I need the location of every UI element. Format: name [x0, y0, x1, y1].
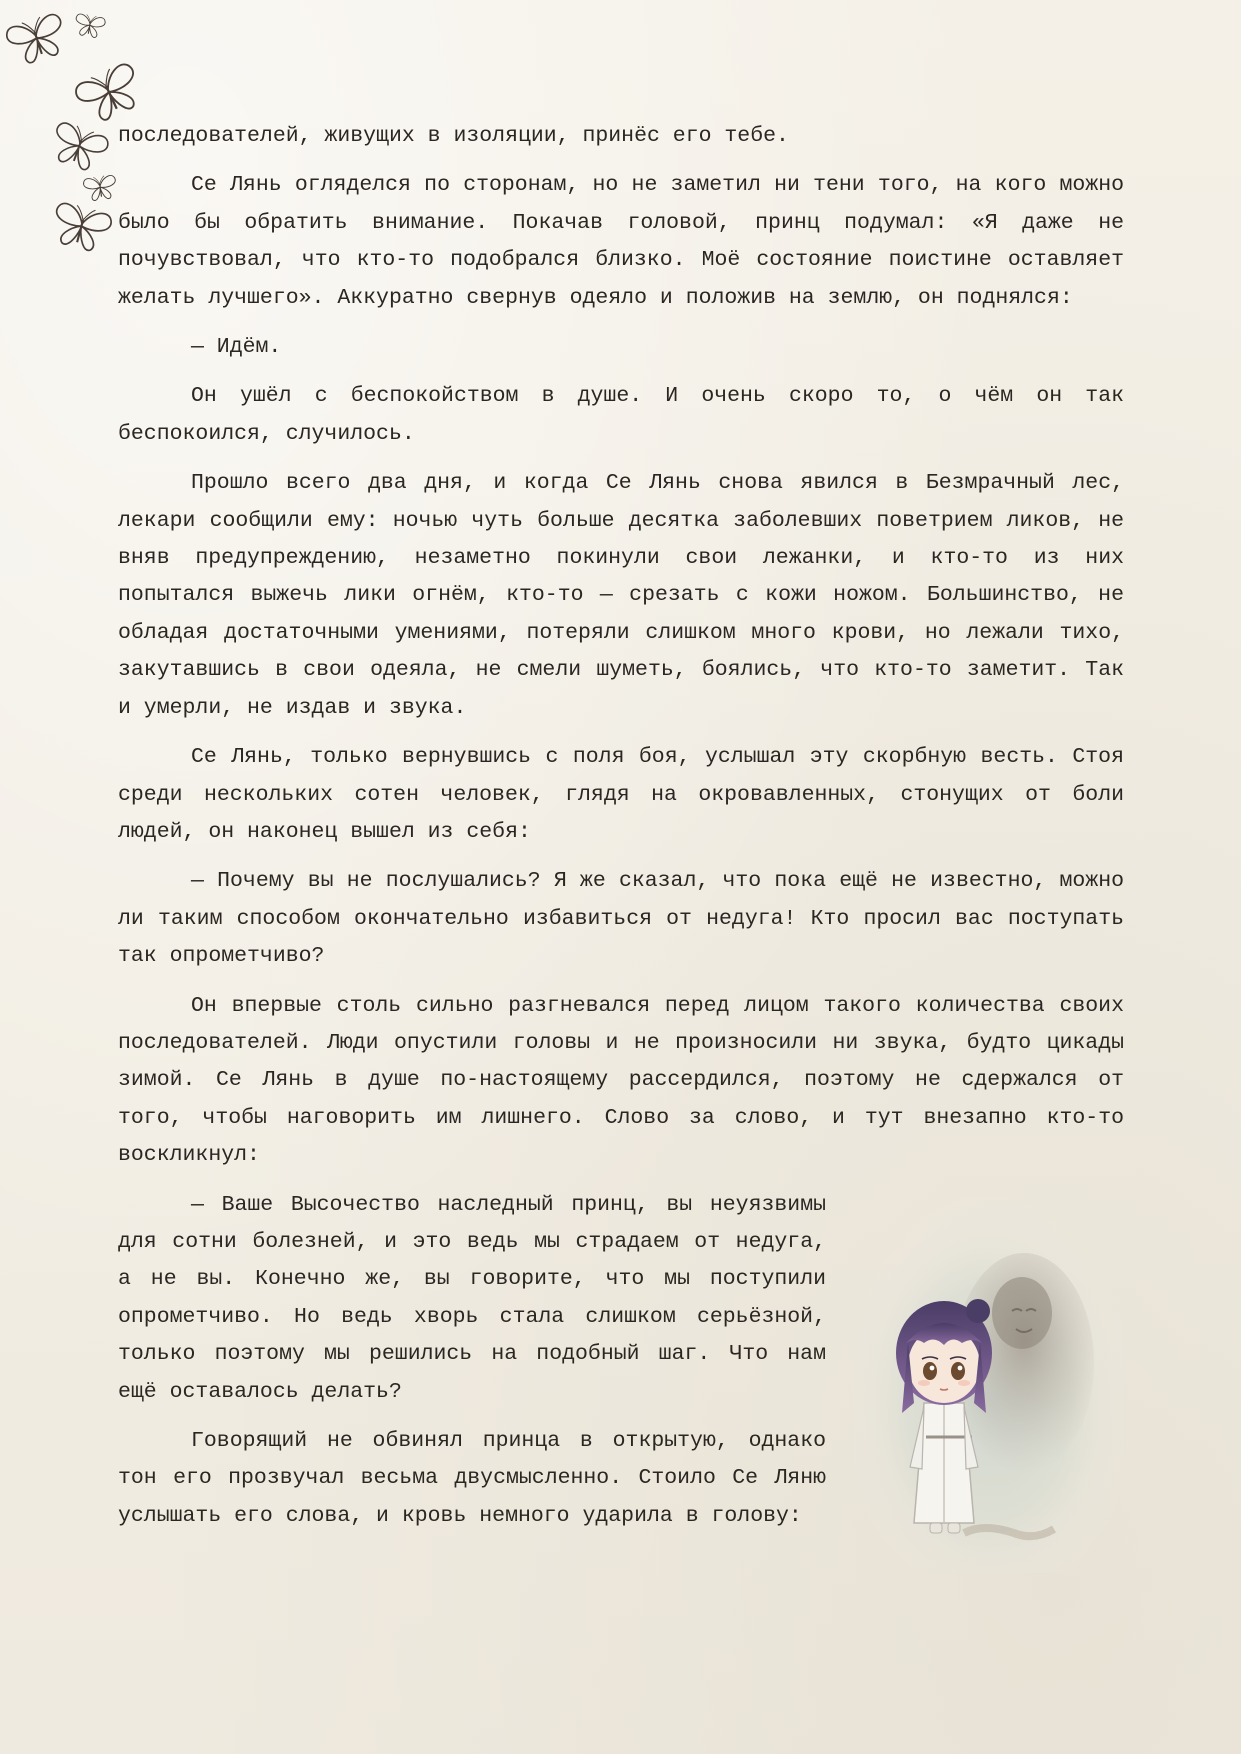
paragraph: Говорящий не обвинял принца в открытую, однако тон его прозвучал весьма двусмысленно. Стоило Се Ляню услышать его слова, и кровь немного ударила в голову:	[118, 1429, 826, 1528]
butterfly-icon	[49, 201, 114, 255]
paragraph: последователей, живущих в изоляции, принёс его тебе.	[118, 124, 789, 148]
paragraph: Прошло всего два дня, и когда Се Лянь снова явился в Безмрачный лес, лекари сообщили ему: ночью чуть больше десятка заболевших поветрием ликов, не вняв предупреждению, незаметно покинули свои лежанки, и кто-то из них попытался выжечь лики огнём, кто-то — срезать с кожи ножом. Большинство, не обладая достаточными умениями, потеряли слишком много крови, но лежали тихо, закутавшись в свои одеяла, не смели шуметь, боялись, что кто-то заметит. Так и умерли, не издав и звука.	[118, 471, 1124, 720]
paragraph: Се Лянь, только вернувшись с поля боя, услышал эту скорбную весть. Стоя среди нескольких сотен человек, глядя на окровавленных, стонущих от боли людей, он наконец вышел из себя:	[118, 745, 1124, 844]
paragraph: — Ваше Высочество наследный принц, вы неуязвимы для сотни болезней, и это ведь мы страдаем от недуга, а не вы. Конечно же, вы говорите, что мы поступили опрометчиво. Но ведь хворь стала слишком серьёзной, только поэтому мы решились на подобный шаг. Что нам ещё оставалось делать?	[118, 1192, 826, 1404]
paragraph: Се Лянь огляделся по сторонам, но не заметил ни тени того, на кого можно было бы обратить внимание. Покачав головой, принц подумал: «Я даже не почувствовал, что кто-то подобрался близко. Моё состояние поистине оставляет желать лучшего». Аккуратно свернув одеяло и положив на землю, он поднялся:	[118, 173, 1124, 310]
paragraph: Он впервые столь сильно разгневался перед лицом такого количества своих последователей. Люди опустили головы и не произносили ни звука, будто цикады зимой. Се Лянь в душе по-настоящему рассердился, поэтому не сдержался от того, чтобы наговорить им лишнего. Слово за слово, и тут внезапно кто-то воскликнул:	[118, 993, 1124, 1168]
paragraph: — Почему вы не послушались? Я же сказал, что пока ещё не известно, можно ли таким способом окончательно избавиться от недуга! Кто просил вас поступать так опрометчиво?	[118, 869, 1124, 969]
butterfly-icon	[72, 60, 146, 126]
paragraph: Он ушёл с беспокойством в душе. И очень скоро то, о чём он так беспокоился, случилось.	[118, 384, 1124, 446]
butterfly-icon	[83, 174, 118, 201]
paragraph: — Идём.	[191, 335, 282, 360]
butterfly-icon	[73, 13, 106, 39]
body-text	[118, 118, 1124, 1573]
chibi-prince-illustration	[854, 1193, 1124, 1573]
butterfly-icon	[47, 120, 110, 175]
butterfly-icon	[4, 11, 70, 67]
